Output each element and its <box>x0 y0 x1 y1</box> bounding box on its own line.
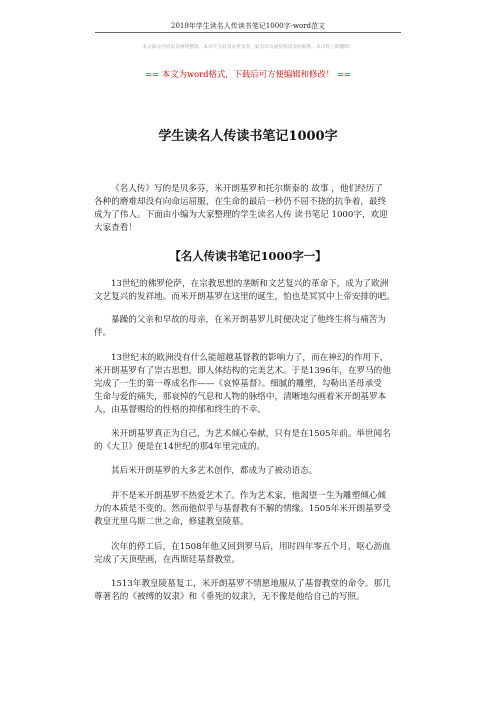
paragraph-line: 并不是米开朗基罗不热爱艺术了。作为艺术家，他渴望一生为雕塑倾心倾 <box>111 491 387 501</box>
paragraph-line: 伴。 <box>94 328 112 338</box>
body-paragraph <box>94 578 410 604</box>
intro-line: 大家查看！ <box>94 223 137 233</box>
header-divider <box>95 32 401 33</box>
paragraph-line: 次年的停工后，在1508年他又回到罗马后，用时四年零五个月，呕心沥血 <box>111 542 391 552</box>
intro-line: 成为了伟人。下面由小编为大家整理的学生读名人传 读书笔记 1000字，欢迎 <box>94 210 388 220</box>
body-paragraph <box>94 541 410 567</box>
paragraph-line: 1513年教皇陵墓复工，米开朗基罗不情愿地服从了基督教堂的命令。那几 <box>111 579 391 589</box>
paragraph-line: 其后米开朗基罗的大多艺术创作，都成为了被动语态。 <box>111 466 318 476</box>
paragraph-line: 13世纪末的欧洲没有什么能超越基督教的影响力了，而在神幻的作用下， <box>111 353 389 363</box>
body-paragraph <box>94 465 410 478</box>
document-title: 学生读名人传读书笔记1000字 <box>158 129 338 144</box>
paragraph-line: 力的本质是不变的。然而他似乎与基督教有不解的情缘。1505年米开朗基罗受 <box>94 504 391 514</box>
body-paragraph <box>94 278 410 304</box>
intro-paragraph <box>94 183 410 235</box>
paragraph-line: 的《大卫》便是在14世纪的那4年里完成的。 <box>94 442 266 452</box>
intro-line: 各种的磨难却没有向命运屈服，在生命的最后一秒仍不屈不挠的抗争着，最终 <box>94 197 387 207</box>
body-paragraph <box>94 352 410 417</box>
paragraph-line: 文艺复兴的发祥地。而米开朗基罗在这里的诞生，怕也是冥冥中上帝安排的吧。 <box>94 292 395 302</box>
paragraph-line: 米开朗基罗有了崇古思想，即人体结构的完美艺术。于是1396年，在罗马的他 <box>94 366 391 376</box>
running-header-title: 2019年学生读名人传读书笔记1000字-word范文 <box>170 22 326 30</box>
paragraph-line: 生命与爱的痛失，那哀悼的气息和人物的脉络中，清晰地勾画着米开朗基罗本 <box>94 392 387 402</box>
paragraph-line: 13世纪的佛罗伦萨，在宗教思想的垄断和文艺复兴的革命下，成为了欧洲 <box>111 279 389 289</box>
body-paragraph <box>94 490 410 529</box>
editable-format-notice: == 本文为word格式，下载后可方便编辑和修改！ == <box>145 69 351 79</box>
paragraph-line: 教皇尤里乌斯二世之命，修建教皇陵墓。 <box>94 517 249 527</box>
section-heading: 【名人传读书笔记1000字一】 <box>169 249 327 263</box>
paragraph-line: 完成了天顶壁画，在西斯廷基督教堂。 <box>94 555 241 565</box>
paragraph-line: 米开朗基罗真正为自己，为艺术倾心奉献，只有是在1505年前。举世闻名 <box>111 429 391 439</box>
paragraph-line: 尊著名的《被缚的奴隶》和《垂死的奴隶》，无不像是他给自己的写照。 <box>94 592 365 602</box>
paragraph-line: 暴躁的父亲和早故的母亲，在米开朗基罗儿时便决定了他终生将与痛苦为 <box>111 315 387 325</box>
body-paragraph <box>94 314 410 340</box>
paragraph-line: 完成了一生的第一尊成名作——《哀悼基督》。细腻的雕塑，勾勒出圣母承受 <box>94 379 382 389</box>
copyright-disclaimer: 本文部分内容来自网络整理，本司不为其真实性负责，如有异议或侵权请及时联系，本司将立即删除！ <box>142 45 354 50</box>
intro-line: 《名人传》写的是贝多芬，米开朗基罗和托尔斯泰的 故事 ，他们经历了 <box>111 184 383 194</box>
paragraph-line: 人，由基督赐给的性格的抑郁和终生的不幸。 <box>94 405 266 415</box>
body-paragraph <box>94 428 410 454</box>
